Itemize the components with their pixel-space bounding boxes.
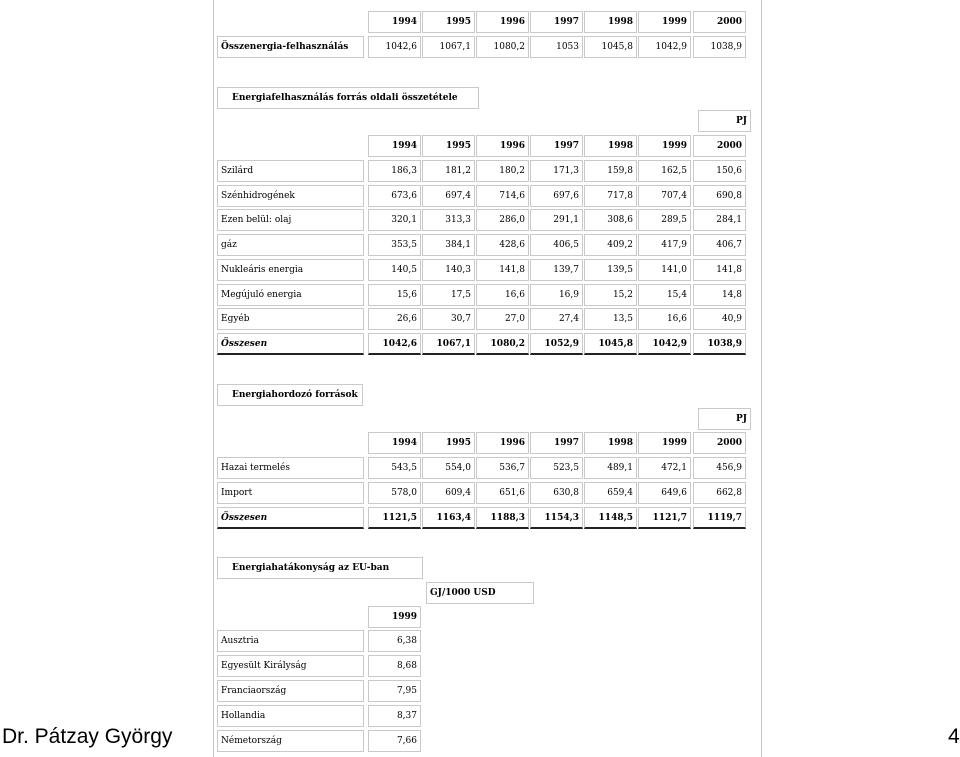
table2-row-label: gáz <box>217 234 364 256</box>
table2-cell: 162,5 <box>638 160 691 182</box>
table2-cell: 141,8 <box>476 259 529 281</box>
table2-cell: 140,5 <box>368 259 421 281</box>
table2-cell: 140,3 <box>422 259 475 281</box>
table3-total-cell: 1119,7 <box>693 507 746 529</box>
table4-cell: 6,38 <box>368 630 421 652</box>
table2-header-year-1994: 1994 <box>368 135 421 157</box>
table2-header-year-1999: 1999 <box>638 135 691 157</box>
table4-cell: 8,68 <box>368 655 421 677</box>
table2-cell: 409,2 <box>584 234 637 256</box>
table2-row-label: Nukleáris energia <box>217 259 364 281</box>
table2-cell: 180,2 <box>476 160 529 182</box>
table1-cell: 1067,1 <box>422 36 475 58</box>
table2-cell: 14,8 <box>693 284 746 306</box>
table2-cell: 384,1 <box>422 234 475 256</box>
table3-cell: 489,1 <box>584 457 637 479</box>
table4-row-label: Hollandia <box>217 705 364 727</box>
table4-unit: GJ/1000 USD <box>426 582 534 604</box>
table1-header-year-1995: 1995 <box>422 11 475 33</box>
table2-total-cell: 1038,9 <box>693 333 746 355</box>
table3-header-year-1999: 1999 <box>638 432 691 454</box>
table3-title: Energiahordozó források <box>217 384 363 406</box>
table2-row-label: Megújuló energia <box>217 284 364 306</box>
table3-cell: 543,5 <box>368 457 421 479</box>
table3-total-cell: 1188,3 <box>476 507 529 529</box>
table4-cell: 7,95 <box>368 680 421 702</box>
table3-cell: 630,8 <box>530 482 583 504</box>
table3-row-label: Hazai termelés <box>217 457 364 479</box>
table3-total-cell: 1121,5 <box>368 507 421 529</box>
table2-cell: 15,2 <box>584 284 637 306</box>
table1-cell: 1038,9 <box>693 36 746 58</box>
footer-author: Dr. Pátzay György <box>2 725 173 748</box>
table4-title: Energiahatákonyság az EU-ban <box>217 557 423 579</box>
table2-cell: 139,5 <box>584 259 637 281</box>
table2-row-label: Ezen belül: olaj <box>217 209 364 231</box>
page-number: 4 <box>948 725 960 748</box>
table2-cell: 286,0 <box>476 209 529 231</box>
table2-cell: 15,4 <box>638 284 691 306</box>
table3-cell: 662,8 <box>693 482 746 504</box>
table4-cell: 8,37 <box>368 705 421 727</box>
table2-cell: 320,1 <box>368 209 421 231</box>
table2-cell: 15,6 <box>368 284 421 306</box>
table3-cell: 649,6 <box>638 482 691 504</box>
table2-unit: PJ <box>698 110 751 132</box>
table3-total-cell: 1148,5 <box>584 507 637 529</box>
table2-cell: 697,4 <box>422 185 475 207</box>
table3-cell: 536,7 <box>476 457 529 479</box>
table1-header-year-1997: 1997 <box>530 11 583 33</box>
table1-cell: 1042,9 <box>638 36 691 58</box>
table1-header-year-2000: 2000 <box>693 11 746 33</box>
table2-row-label: Szénhidrogének <box>217 185 364 207</box>
table2-total-label: Összesen <box>217 333 364 355</box>
table2-cell: 428,6 <box>476 234 529 256</box>
table2-total-cell: 1045,8 <box>584 333 637 355</box>
table2-cell: 291,1 <box>530 209 583 231</box>
table2-header-year-1996: 1996 <box>476 135 529 157</box>
table2-total-cell: 1052,9 <box>530 333 583 355</box>
table2-cell: 139,7 <box>530 259 583 281</box>
table2-cell: 26,6 <box>368 308 421 330</box>
table4-row-label: Ausztria <box>217 630 364 652</box>
table3-cell: 456,9 <box>693 457 746 479</box>
table2-cell: 171,3 <box>530 160 583 182</box>
table4-cell: 7,66 <box>368 730 421 752</box>
table2-header-year-2000: 2000 <box>693 135 746 157</box>
table3-total-cell: 1121,7 <box>638 507 691 529</box>
table3-cell: 523,5 <box>530 457 583 479</box>
table3-total-cell: 1154,3 <box>530 507 583 529</box>
table2-cell: 717,8 <box>584 185 637 207</box>
table1-row-label: Összenergia-felhasználás <box>217 36 364 58</box>
table2-cell: 673,6 <box>368 185 421 207</box>
table1-header-year-1994: 1994 <box>368 11 421 33</box>
table3-cell: 651,6 <box>476 482 529 504</box>
table2-cell: 284,1 <box>693 209 746 231</box>
table3-cell: 609,4 <box>422 482 475 504</box>
table1-cell: 1045,8 <box>584 36 637 58</box>
table3-total-label: Összesen <box>217 507 364 529</box>
table3-row-label: Import <box>217 482 364 504</box>
table1-header-year-1998: 1998 <box>584 11 637 33</box>
table3-header-year-1994: 1994 <box>368 432 421 454</box>
table2-cell: 30,7 <box>422 308 475 330</box>
table3-unit: PJ <box>698 408 751 430</box>
table2-total-cell: 1067,1 <box>422 333 475 355</box>
table1-header-year-1996: 1996 <box>476 11 529 33</box>
table2-header-year-1995: 1995 <box>422 135 475 157</box>
table2-cell: 27,0 <box>476 308 529 330</box>
table1-cell: 1042,6 <box>368 36 421 58</box>
table2-header-year-1998: 1998 <box>584 135 637 157</box>
table2-cell: 406,7 <box>693 234 746 256</box>
document-page <box>213 0 762 757</box>
table2-cell: 313,3 <box>422 209 475 231</box>
table3-total-cell: 1163,4 <box>422 507 475 529</box>
table4-row-label: Németország <box>217 730 364 752</box>
table2-title: Energiafelhasználás forrás oldali összetétele <box>217 87 479 109</box>
table3-cell: 659,4 <box>584 482 637 504</box>
table3-header-year-1997: 1997 <box>530 432 583 454</box>
table2-cell: 159,8 <box>584 160 637 182</box>
table3-cell: 578,0 <box>368 482 421 504</box>
table2-cell: 186,3 <box>368 160 421 182</box>
table4-year: 1999 <box>368 606 421 628</box>
table1-header-year-1999: 1999 <box>638 11 691 33</box>
table3-header-year-1998: 1998 <box>584 432 637 454</box>
table3-header-year-1995: 1995 <box>422 432 475 454</box>
table2-row-label: Egyéb <box>217 308 364 330</box>
table1-cell: 1053 <box>530 36 583 58</box>
table3-header-year-2000: 2000 <box>693 432 746 454</box>
table2-total-cell: 1042,6 <box>368 333 421 355</box>
table2-cell: 289,5 <box>638 209 691 231</box>
table2-cell: 13,5 <box>584 308 637 330</box>
table2-cell: 16,9 <box>530 284 583 306</box>
table2-cell: 714,6 <box>476 185 529 207</box>
table2-cell: 690,8 <box>693 185 746 207</box>
table3-header-year-1996: 1996 <box>476 432 529 454</box>
table2-cell: 16,6 <box>638 308 691 330</box>
table2-cell: 308,6 <box>584 209 637 231</box>
table2-cell: 27,4 <box>530 308 583 330</box>
table4-row-label: Franciaország <box>217 680 364 702</box>
table2-header-year-1997: 1997 <box>530 135 583 157</box>
table2-cell: 150,6 <box>693 160 746 182</box>
table2-cell: 141,8 <box>693 259 746 281</box>
table2-cell: 417,9 <box>638 234 691 256</box>
table2-total-cell: 1080,2 <box>476 333 529 355</box>
table2-cell: 406,5 <box>530 234 583 256</box>
table2-cell: 17,5 <box>422 284 475 306</box>
table2-row-label: Szilárd <box>217 160 364 182</box>
table1-cell: 1080,2 <box>476 36 529 58</box>
table3-cell: 472,1 <box>638 457 691 479</box>
table4-row-label: Egyesült Királyság <box>217 655 364 677</box>
table2-cell: 181,2 <box>422 160 475 182</box>
table2-cell: 353,5 <box>368 234 421 256</box>
table2-total-cell: 1042,9 <box>638 333 691 355</box>
table2-cell: 16,6 <box>476 284 529 306</box>
table2-cell: 141,0 <box>638 259 691 281</box>
table2-cell: 697,6 <box>530 185 583 207</box>
table2-cell: 40,9 <box>693 308 746 330</box>
table3-cell: 554,0 <box>422 457 475 479</box>
table2-cell: 707,4 <box>638 185 691 207</box>
